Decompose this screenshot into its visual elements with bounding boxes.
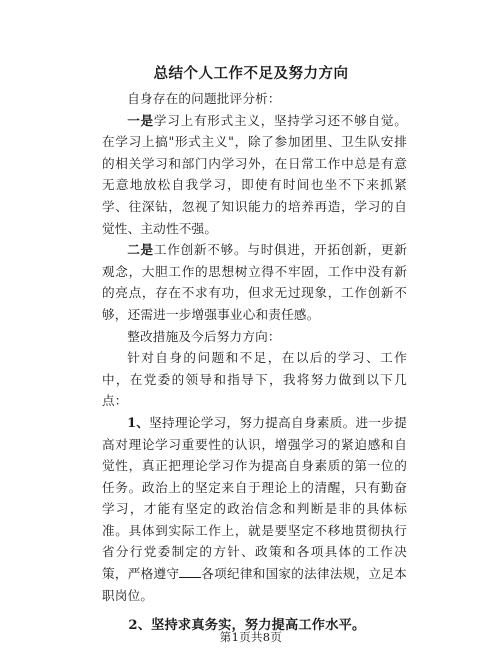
problem-one-lead: 一是	[127, 112, 154, 128]
commitment-paragraph: 针对自身的问题和不足，在以后的学习、工作中，在党委的领导和指导下，我将努力做到以下几点：	[102, 350, 407, 409]
page-title: 总结个人工作不足及努力方向	[153, 65, 349, 82]
problem-one-paragraph	[102, 110, 407, 240]
problem-two-text: 工作创新不够。与时俱进，开拓创新，更新观念，大胆工作的思想树立得不牢固，工作中没有新的亮点，存在不求有功，但求无过现象，工作创新不够，还需进一步增强事业心和责任感。	[102, 242, 407, 322]
fill-in-blank	[179, 565, 201, 578]
document-body	[102, 88, 407, 638]
measure-one-number: 1、	[127, 414, 150, 430]
page-footer: 第1页共8页	[219, 630, 283, 644]
measure-one-paragraph	[102, 412, 407, 606]
problem-two-paragraph	[102, 239, 407, 325]
measure-one-text-b: 各项纪律和国家的法律法规，立足本职岗位。	[102, 566, 408, 603]
problem-two-lead: 二是	[127, 242, 154, 258]
measure-one-text-a: 坚持理论学习，努力提高自身素质。进一步提高对理论学习重要性的认识，增强学习的紧迫感和自觉性，真正把理论学习作为提高自身素质的第一位的任务。政治上的坚定来自于理论上的清醒，只有勤奋学习，才能有坚定的政治信念和判断是非的具体标准。具体到实际工作上，就是要坚定不移地贯彻执行省分行党委制定的方针、政策和各项具体的工作决策，严格遵守	[102, 414, 407, 582]
problem-one-text: 学习上有形式主义，坚持学习还不够自觉。在学习上搞"形式主义"，除了参加团里、卫生队安排的相关学习和部门内学习外，在日常工作中总是有意无意地放松自我学习，即使有时间也坐不下来抓紧学、往深钻，忽视了知识能力的培养再造，学习的自觉性、主动性不强。	[102, 112, 407, 236]
measures-intro: 整改措施及今后努力方向：	[127, 328, 281, 344]
problem-intro: 自身存在的问题批评分析：	[127, 91, 281, 106]
measure-two-heading: 2、坚持求真务实，努力提高工作水平。	[128, 618, 366, 634]
